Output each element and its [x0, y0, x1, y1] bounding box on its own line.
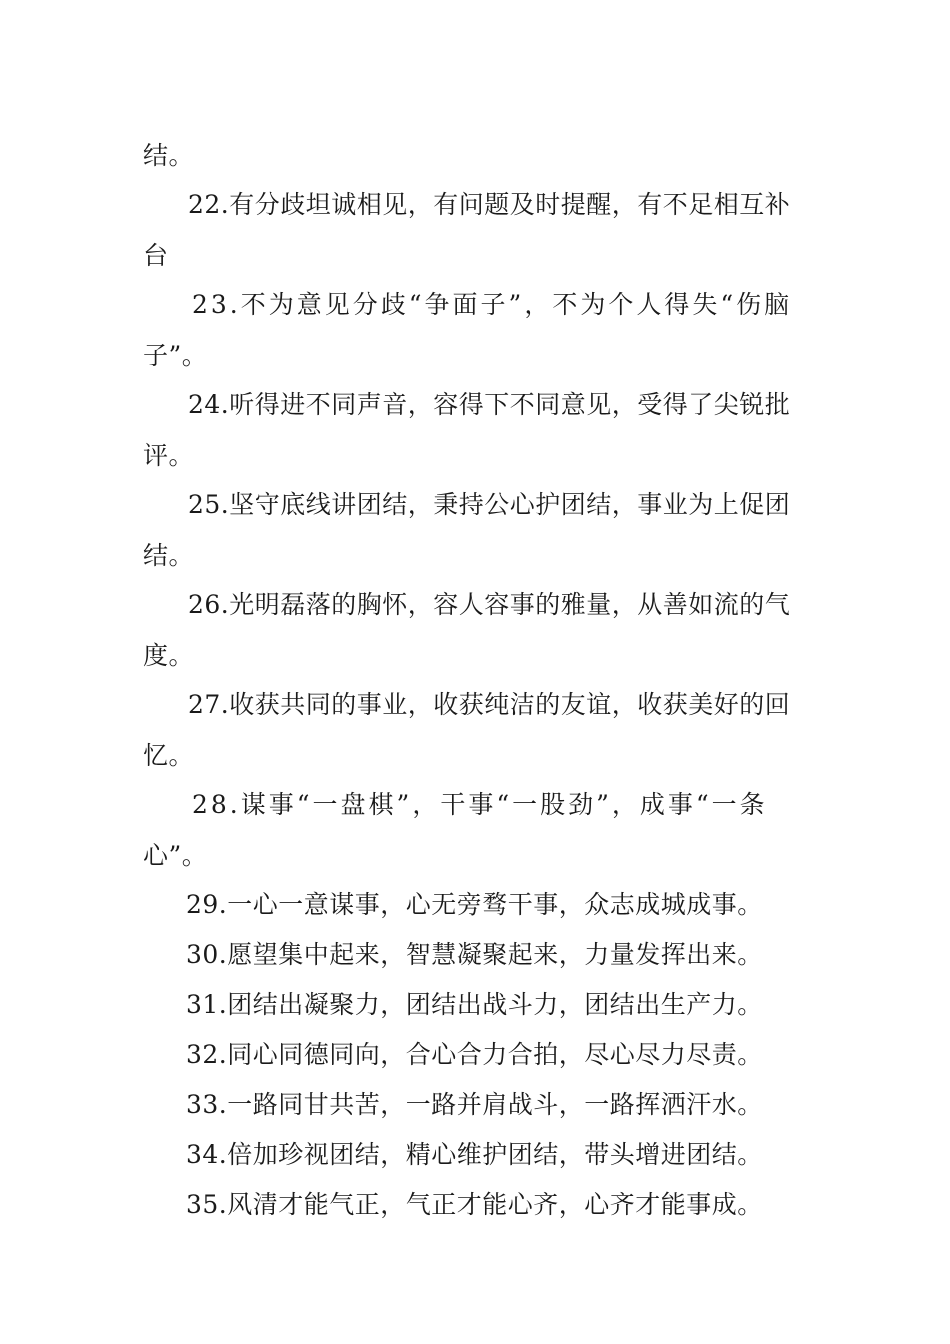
- text-line: 28.谋事“一盘棋”，干事“一股劲”，成事“一条: [192, 790, 768, 819]
- text-line: 22.有分歧坦诚相见，有问题及时提醒，有不足相互补: [188, 190, 791, 219]
- text-line: 度。: [143, 641, 195, 670]
- text-line: 评。: [143, 441, 195, 470]
- text-line: 34.倍加珍视团结，精心维护团结，带头增进团结。: [186, 1140, 763, 1169]
- text-line: 30.愿望集中起来，智慧凝聚起来，力量发挥出来。: [186, 940, 763, 969]
- text-line: 忆。: [143, 741, 195, 770]
- text-line: 31.团结出凝聚力，团结出战斗力，团结出生产力。: [186, 990, 763, 1019]
- text-line: 29.一心一意谋事，心无旁骛干事，众志成城成事。: [186, 890, 763, 919]
- text-line: 子”。: [143, 341, 208, 370]
- text-line: 结。: [143, 141, 195, 170]
- text-line: 23.不为意见分歧“争面子”，不为个人得失“伤脑: [192, 290, 793, 319]
- text-line: 32.同心同德同向，合心合力合拍，尽心尽力尽责。: [186, 1040, 763, 1069]
- text-line: 台: [143, 241, 169, 270]
- text-line: 26.光明磊落的胸怀，容人容事的雅量，从善如流的气: [188, 590, 791, 619]
- text-line: 24.听得进不同声音，容得下不同意见，受得了尖锐批: [188, 390, 791, 419]
- text-line: 33.一路同甘共苦，一路并肩战斗，一路挥洒汗水。: [186, 1090, 763, 1119]
- text-line: 25.坚守底线讲团结，秉持公心护团结，事业为上促团: [188, 490, 791, 519]
- text-line: 35.风清才能气正，气正才能心齐，心齐才能事成。: [186, 1190, 763, 1219]
- text-line: 27.收获共同的事业，收获纯洁的友谊，收获美好的回: [188, 690, 791, 719]
- text-line: 结。: [143, 541, 195, 570]
- text-line: 心”。: [143, 841, 208, 870]
